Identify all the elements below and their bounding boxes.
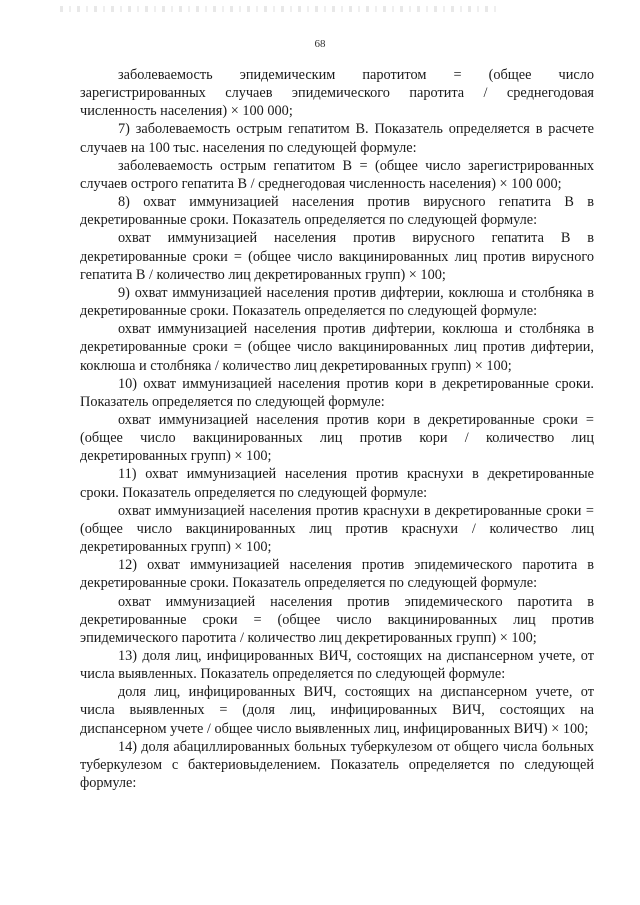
paragraph: 12) охват иммунизацией населения против эпидемического паротита в декретированные сроки. Показатель определяется по следующей формуле: — [80, 557, 594, 592]
paragraph: 13) доля лиц, инфицированных ВИЧ, состоящих на диспансерном учете, от числа выявленных. Показатель определяется по следующей формуле: — [80, 648, 594, 683]
paragraph: 11) охват иммунизацией населения против краснухи в декретированные сроки. Показатель определяется по следующей формуле: — [80, 466, 594, 501]
paragraph: 9) охват иммунизацией населения против дифтерии, коклюша и столбняка в декретированные сроки. Показатель определяется по следующей формуле: — [80, 284, 594, 320]
page-number: 68 — [314, 38, 326, 50]
paragraph: охват иммунизацией населения против кори в декретированные сроки = (общее число вакцинированных лиц против кори / количество лиц декретированных групп) × 100; — [80, 411, 594, 465]
paragraph: 7) заболеваемость острым гепатитом В. Показатель определяется в расчете случаев на 100 тыс. населения по следующей формуле: — [80, 121, 594, 156]
paragraph: охват иммунизацией населения против краснухи в декретированные сроки = (общее число вакцинированных лиц против краснухи / количество лиц декретированных групп) × 100; — [80, 502, 594, 556]
paragraph: доля лиц, инфицированных ВИЧ, состоящих на диспансерном учете, от числа выявленных = (доля лиц, инфицированных ВИЧ, состоящих на диспансерном учете / общее число выявленных лиц, инфицированных ВИЧ) × 100; — [80, 684, 594, 737]
paragraph: 10) охват иммунизацией населения против кори в декретированные сроки. Показатель определяется по следующей формуле: — [80, 375, 594, 410]
document-body — [80, 66, 594, 792]
paragraph: заболеваемость острым гепатитом В = (общее число зарегистрированных случаев острого гепатита В / среднегодовая численность населения) × 100 000; — [80, 157, 594, 192]
paragraph: 8) охват иммунизацией населения против вирусного гепатита В в декретированные сроки. Показатель определяется по следующей формуле: — [80, 194, 594, 229]
paragraph: охват иммунизацией населения против дифтерии, коклюша и столбняка в декретированные сроки = (общее число вакцинированных лиц против дифтерии, коклюша и столбняка / количество лиц декретированных групп) × 100; — [80, 321, 594, 374]
paragraph: охват иммунизацией населения против эпидемического паротита в декретированные сроки = (общее число вакцинированных лиц против эпидемического паротита / количество лиц декретированных групп) × 100; — [80, 593, 594, 646]
paragraph: заболеваемость эпидемическим паротитом = (общее число зарегистрированных случаев эпидемического паротита / среднегодовая численность населения) × 100 000; — [80, 67, 594, 120]
scan-artifact — [60, 6, 500, 12]
paragraph: 14) доля абациллированных больных туберкулезом от общего числа больных туберкулезом с бактериовыделением. Показатель определяется по следующей формуле: — [80, 738, 594, 792]
paragraph: охват иммунизацией населения против вирусного гепатита В в декретированные сроки = (общее число вакцинированных лиц против вирусного гепатита В / количество лиц декретированных групп) × 100; — [80, 230, 594, 283]
